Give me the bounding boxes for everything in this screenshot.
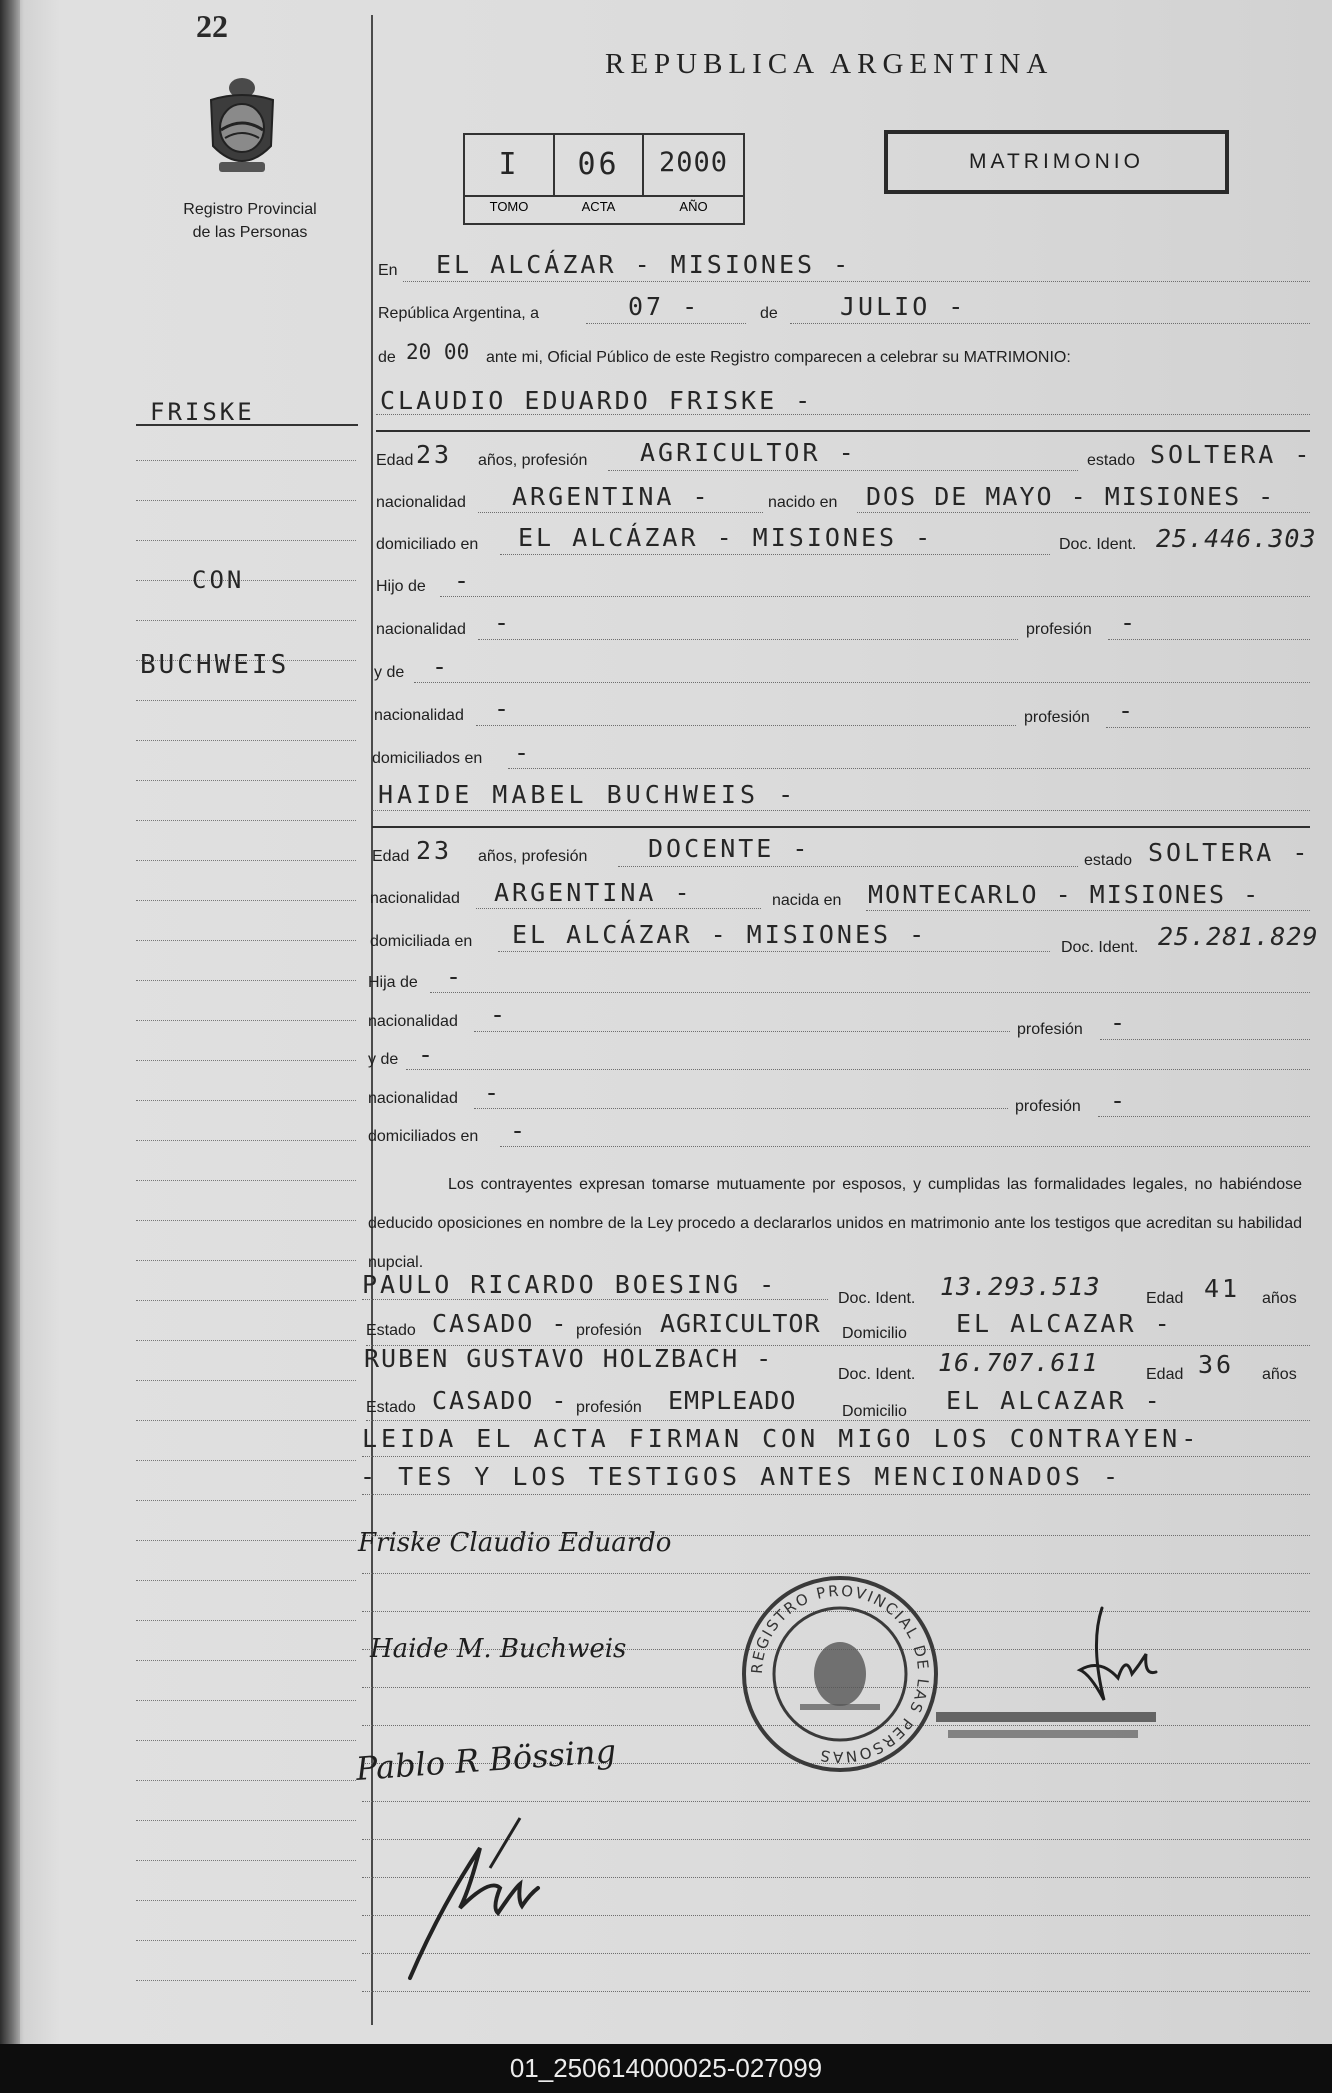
margin-line bbox=[136, 1820, 356, 1821]
wife-nacida-label: nacida en bbox=[772, 892, 842, 909]
husband-pdom-label: domiciliados en bbox=[372, 750, 483, 767]
tomo-label: TOMO bbox=[489, 199, 529, 214]
husband-edad-label: Edad bbox=[376, 452, 414, 469]
wife-name-line bbox=[372, 810, 1310, 811]
wife-status: SOLTERA - bbox=[1148, 838, 1311, 867]
wife-father: - bbox=[446, 962, 465, 991]
margin-line bbox=[136, 1140, 356, 1141]
republica-label: República Argentina, a bbox=[378, 305, 539, 322]
day-value: 07 - bbox=[628, 292, 701, 321]
wife-nac-label: nacionalidad bbox=[370, 890, 460, 907]
margin-line bbox=[136, 1380, 356, 1381]
wife-profesion-line bbox=[618, 866, 1078, 867]
wife-edad-label: Edad bbox=[372, 848, 410, 865]
book-spine bbox=[0, 0, 20, 2044]
margin-line bbox=[136, 1980, 356, 1981]
husband-fnac-line bbox=[478, 639, 1018, 640]
husband-father-prof: - bbox=[1120, 608, 1139, 637]
country-title: REPUBLICA ARGENTINA bbox=[605, 48, 1054, 80]
husband-mother: - bbox=[432, 652, 451, 681]
margin-line bbox=[136, 1460, 356, 1461]
stamp-bar-2 bbox=[948, 1730, 1138, 1738]
husband-nac-label: nacionalidad bbox=[376, 494, 466, 511]
margin-line bbox=[136, 900, 356, 901]
closing-line-1: LEIDA EL ACTA FIRMAN CON MIGO LOS CONTRAYEN- bbox=[362, 1424, 1201, 1453]
wife-mother-prof: - bbox=[1110, 1086, 1129, 1115]
husband-father-nat: - bbox=[494, 608, 513, 637]
act-reference-box bbox=[463, 133, 745, 225]
wife-fnac-line bbox=[474, 1031, 1010, 1032]
registry-line-2: de las Personas bbox=[192, 224, 308, 241]
wife-rule bbox=[372, 826, 1310, 828]
wife-dom-label: domiciliada en bbox=[370, 933, 473, 950]
margin-line bbox=[136, 1700, 356, 1701]
husband-father: - bbox=[454, 566, 473, 595]
margin-line bbox=[136, 1060, 356, 1061]
wife-father-nat: - bbox=[490, 1000, 509, 1029]
witness1-doc-label: Doc. Ident. bbox=[838, 1290, 916, 1307]
margin-line bbox=[136, 1860, 356, 1861]
wife-birthplace: MONTECARLO - MISIONES - bbox=[868, 880, 1261, 909]
margin-line bbox=[136, 940, 356, 941]
margin-line bbox=[136, 740, 356, 741]
witness1-estado-label: Estado bbox=[366, 1322, 416, 1339]
witness1-profession: AGRICULTOR bbox=[660, 1309, 821, 1338]
witness2-estado-label: Estado bbox=[366, 1399, 416, 1416]
wife-profesion-label: años, profesión bbox=[478, 848, 588, 865]
wife-fprof-line bbox=[1100, 1039, 1310, 1040]
ano-label: AÑO bbox=[679, 199, 708, 214]
day-line bbox=[586, 323, 746, 324]
margin-line bbox=[136, 980, 356, 981]
margin-line bbox=[136, 700, 356, 701]
husband-name: CLAUDIO EDUARDO FRISKE - bbox=[380, 386, 814, 415]
witness2-edad-label: Edad bbox=[1146, 1366, 1184, 1383]
wife-dom-line bbox=[498, 951, 1050, 952]
wife-nationality: ARGENTINA - bbox=[494, 878, 693, 907]
husband-doc: 25.446.303 bbox=[1156, 524, 1317, 553]
statement: ante mi, Oficial Público de este Registro comparecen a celebrar su MATRIMONIO: bbox=[486, 349, 1071, 366]
closing-line-2-rule bbox=[362, 1494, 1310, 1495]
ano-value: 2000 bbox=[658, 147, 729, 178]
month-line bbox=[790, 323, 1310, 324]
margin-line bbox=[136, 1340, 356, 1341]
wife-mother: - bbox=[418, 1040, 437, 1069]
witness2-prof-label: profesión bbox=[576, 1399, 642, 1416]
closing-line-1-rule bbox=[362, 1456, 1310, 1457]
en-label: En bbox=[378, 262, 398, 279]
wife-mprof-label: profesión bbox=[1015, 1098, 1081, 1115]
husband-hijo-line bbox=[440, 596, 1310, 597]
de-label: de bbox=[760, 305, 778, 322]
registry-line-1: Registro Provincial bbox=[183, 201, 317, 218]
month-value: JULIO - bbox=[840, 292, 967, 321]
wife-mprof-line bbox=[1098, 1116, 1310, 1117]
wife-fprof-label: profesión bbox=[1017, 1021, 1083, 1038]
margin-line bbox=[136, 1940, 356, 1941]
margin-line bbox=[136, 1300, 356, 1301]
coat-of-arms-icon bbox=[205, 76, 279, 178]
husband-dom-label: domiciliado en bbox=[376, 536, 479, 553]
margin-line bbox=[136, 820, 356, 821]
document-footer: 01_250614000025-027099 bbox=[0, 2044, 1332, 2093]
wife-doc: 25.281.829 bbox=[1158, 922, 1319, 951]
de2-label: de bbox=[378, 349, 396, 366]
husband-nationality: ARGENTINA - bbox=[512, 482, 711, 511]
witness2-profession: EMPLEADO bbox=[668, 1386, 797, 1415]
margin-line bbox=[136, 500, 356, 501]
signature-husband: Friske Claudio Eduardo bbox=[358, 1528, 672, 1558]
wife-mother-nat: - bbox=[484, 1078, 503, 1107]
acta-label: ACTA bbox=[581, 199, 616, 214]
husband-pdom-line bbox=[508, 768, 1310, 769]
husband-birthplace: DOS DE MAYO - MISIONES - bbox=[866, 482, 1276, 511]
witness1-edad-label: Edad bbox=[1146, 1290, 1184, 1307]
margin-line bbox=[136, 1420, 356, 1421]
wife-pdom-line bbox=[500, 1146, 1310, 1147]
husband-address: EL ALCÁZAR - MISIONES - bbox=[518, 523, 934, 552]
signature-line bbox=[362, 1991, 1310, 1992]
acta-cell bbox=[555, 135, 644, 197]
margin-line bbox=[136, 1660, 356, 1661]
margin-line bbox=[136, 580, 356, 581]
husband-mprof-label: profesión bbox=[1024, 709, 1090, 726]
witness1-status: CASADO - bbox=[432, 1309, 569, 1338]
witness2-name: RUBEN GUSTAVO HOLZBACH - bbox=[364, 1344, 774, 1373]
witness2-anos-label: años bbox=[1262, 1366, 1297, 1383]
wife-name: HAIDE MABEL BUCHWEIS - bbox=[378, 780, 798, 809]
witness2-dom-label: Domicilio bbox=[842, 1403, 907, 1420]
acta-value: 06 bbox=[577, 147, 620, 182]
witness1-dom-label: Domicilio bbox=[842, 1325, 907, 1342]
registry-name bbox=[150, 198, 350, 244]
witness2-doc-label: Doc. Ident. bbox=[838, 1366, 916, 1383]
wife-father-prof: - bbox=[1110, 1008, 1129, 1037]
husband-profesion-label: años, profesión bbox=[478, 452, 588, 469]
wife-nac-line bbox=[476, 908, 761, 909]
husband-status: SOLTERA - bbox=[1150, 440, 1313, 469]
margin-line bbox=[136, 1580, 356, 1581]
husband-age: 23 bbox=[416, 440, 453, 469]
margin-line bbox=[136, 1220, 356, 1221]
husband-fnac-label: nacionalidad bbox=[376, 621, 466, 638]
husband-mnac-label: nacionalidad bbox=[374, 707, 464, 724]
margin-line bbox=[136, 1100, 356, 1101]
wife-doc-label: Doc. Ident. bbox=[1061, 939, 1139, 956]
wife-nacida-line bbox=[866, 910, 1310, 911]
husband-nacido-label: nacido en bbox=[768, 494, 838, 511]
witness2-age: 36 bbox=[1198, 1350, 1235, 1379]
page-number: 22 bbox=[196, 8, 228, 44]
ano-cell bbox=[644, 135, 743, 197]
husband-yde-label: y de bbox=[374, 664, 405, 681]
signature-witness2-scribble bbox=[380, 1788, 580, 1988]
signature-wife: Haide M. Buchweis bbox=[370, 1634, 627, 1664]
husband-fprof-label: profesión bbox=[1026, 621, 1092, 638]
husband-nacido-line bbox=[857, 512, 1310, 513]
margin-line bbox=[136, 860, 356, 861]
tomo-value: I bbox=[498, 147, 520, 182]
margin-line bbox=[136, 1540, 356, 1541]
wife-fnac-label: nacionalidad bbox=[368, 1013, 458, 1030]
witness2-status: CASADO - bbox=[432, 1386, 569, 1415]
wife-yde-label: y de bbox=[368, 1051, 399, 1068]
husband-mother-prof: - bbox=[1118, 696, 1137, 725]
declaration-text: Los contrayentes expresan tomarse mutuamente por esposos, y cumplidas las formalidades legales, no habiéndose deducido oposiciones en nombre de la Ley procedo a declararlos unidos en matrimonio ante los testigos que acreditan su habilidad nupcial. bbox=[368, 1176, 1302, 1271]
wife-estado-label: estado bbox=[1084, 852, 1133, 869]
husband-parents-address: - bbox=[514, 738, 533, 767]
place-value: EL ALCÁZAR - MISIONES - bbox=[436, 250, 852, 279]
margin-line bbox=[136, 1260, 356, 1261]
witness2-doc: 16.707.611 bbox=[938, 1348, 1099, 1377]
witness1-anos-label: años bbox=[1262, 1290, 1297, 1307]
witness1-address: EL ALCAZAR - bbox=[956, 1309, 1173, 1338]
tomo-cell bbox=[465, 135, 555, 197]
wife-age: 23 bbox=[416, 836, 453, 865]
husband-estado-label: estado bbox=[1087, 452, 1136, 469]
margin-line bbox=[136, 1780, 356, 1781]
wife-profession: DOCENTE - bbox=[648, 834, 811, 863]
margin-husband-surname: FRISKE bbox=[150, 398, 255, 426]
wife-address: EL ALCÁZAR - MISIONES - bbox=[512, 920, 928, 949]
closing-line-2: - TES Y LOS TESTIGOS ANTES MENCIONADOS - bbox=[360, 1462, 1123, 1491]
husband-mnac-line bbox=[476, 725, 1016, 726]
margin-line bbox=[136, 1900, 356, 1901]
year-suffix: 20 00 bbox=[406, 340, 470, 364]
wife-mnac-label: nacionalidad bbox=[368, 1090, 458, 1107]
wife-parents-address: - bbox=[510, 1116, 529, 1145]
margin-con: CON bbox=[192, 566, 245, 594]
husband-doc-label: Doc. Ident. bbox=[1059, 536, 1137, 553]
witness1-prof-label: profesión bbox=[576, 1322, 642, 1339]
margin-line bbox=[136, 1620, 356, 1621]
margin-line bbox=[136, 1180, 356, 1181]
husband-mprof-line bbox=[1106, 727, 1310, 728]
witness2-line bbox=[366, 1420, 1310, 1421]
margin-line bbox=[136, 540, 356, 541]
signature-witness1: Pablo R Bössing bbox=[354, 1731, 618, 1788]
husband-fprof-line bbox=[1108, 639, 1310, 640]
husband-mother-nat: - bbox=[494, 694, 513, 723]
husband-profesion-line bbox=[608, 470, 1078, 471]
official-signature bbox=[1060, 1604, 1180, 1714]
witness2-address: EL ALCAZAR - bbox=[946, 1386, 1163, 1415]
witness1-name-line bbox=[362, 1299, 828, 1300]
en-line bbox=[403, 281, 1310, 282]
margin-wife-surname: BUCHWEIS bbox=[140, 650, 290, 680]
margin-line bbox=[136, 1020, 356, 1021]
margin-line bbox=[136, 620, 356, 621]
margin-line bbox=[136, 780, 356, 781]
wife-pdom-label: domiciliados en bbox=[368, 1128, 479, 1145]
witness1-doc: 13.293.513 bbox=[940, 1272, 1101, 1301]
act-type-box: MATRIMONIO bbox=[884, 130, 1229, 194]
husband-nac-line bbox=[478, 512, 763, 513]
wife-hija-line bbox=[430, 992, 1310, 993]
wife-hija-label: Hija de bbox=[368, 974, 418, 991]
witness1-age: 41 bbox=[1204, 1274, 1241, 1303]
wife-mnac-line bbox=[474, 1108, 1008, 1109]
husband-dom-line bbox=[500, 554, 1050, 555]
husband-name-line bbox=[376, 414, 1310, 415]
margin-line bbox=[136, 1500, 356, 1501]
margin-line bbox=[136, 460, 356, 461]
witness1-name: PAULO RICARDO BOESING - bbox=[362, 1270, 778, 1299]
husband-profession: AGRICULTOR - bbox=[640, 438, 857, 467]
wife-yde-line bbox=[406, 1069, 1310, 1070]
margin-line bbox=[136, 1740, 356, 1741]
seal-ring-path: REGISTRO PROVINCIAL DE LAS PERSONAS bbox=[747, 1581, 933, 1767]
husband-yde-line bbox=[414, 682, 1310, 683]
husband-hijo-label: Hijo de bbox=[376, 578, 426, 595]
official-seal bbox=[740, 1574, 940, 1774]
husband-rule bbox=[376, 430, 1310, 432]
